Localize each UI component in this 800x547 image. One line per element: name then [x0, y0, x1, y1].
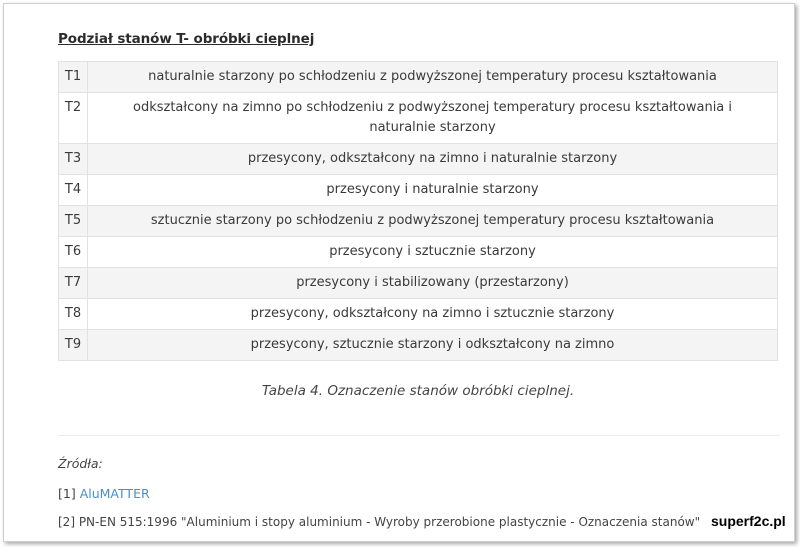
state-code: T2: [59, 93, 88, 144]
alumatter-link[interactable]: AluMATTER: [79, 486, 150, 501]
state-description: przesycony i stabilizowany (przestarzony): [88, 268, 778, 299]
state-code: T5: [59, 206, 88, 237]
state-description: przesycony, odkształcony na zimno i naturalnie starzony: [88, 144, 778, 175]
state-description: sztucznie starzony po schłodzeniu z podwyższonej temperatury procesu kształtowania: [88, 206, 778, 237]
state-code: T7: [59, 268, 88, 299]
table-row: [59, 268, 778, 299]
table-row: [59, 330, 778, 361]
state-code: T3: [59, 144, 88, 175]
temper-states-table: [58, 61, 778, 361]
table-row: [59, 299, 778, 330]
sources-heading: Źródła:: [58, 456, 103, 471]
state-description: przesycony i sztucznie starzony: [88, 237, 778, 268]
state-description: przesycony i naturalnie starzony: [88, 175, 778, 206]
state-code: T6: [59, 237, 88, 268]
table-row: [59, 237, 778, 268]
table-row: [59, 93, 778, 144]
divider: [58, 435, 780, 436]
state-description: naturalnie starzony po schłodzeniu z podwyższonej temperatury procesu kształtowania: [88, 62, 778, 93]
source-item-1: [58, 486, 150, 501]
source-1-number: [1]: [58, 486, 76, 501]
table-row: [59, 144, 778, 175]
table-row: [59, 206, 778, 237]
state-description: przesycony, odkształcony na zimno i sztucznie starzony: [88, 299, 778, 330]
table-caption: Tabela 4. Oznaczenie stanów obróbki cieplnej.: [261, 383, 575, 399]
state-code: T1: [59, 62, 88, 93]
source-item-2: [2] PN-EN 515:1996 "Aluminium i stopy aluminium - Wyroby przerobione plastycznie - Oznaczenia stanów": [58, 515, 701, 529]
watermark: superf2c.pl: [711, 513, 786, 529]
state-description: przesycony, sztucznie starzony i odkształcony na zimno: [88, 330, 778, 361]
state-code: T9: [59, 330, 88, 361]
state-code: T8: [59, 299, 88, 330]
state-description: odkształcony na zimno po schłodzeniu z podwyższonej temperatury procesu kształtowania i naturalnie starzony: [88, 93, 778, 144]
table-body: [59, 62, 778, 361]
table-row: [59, 62, 778, 93]
section-title: Podział stanów T- obróbki cieplnej: [58, 31, 315, 47]
state-code: T4: [59, 175, 88, 206]
table-row: [59, 175, 778, 206]
